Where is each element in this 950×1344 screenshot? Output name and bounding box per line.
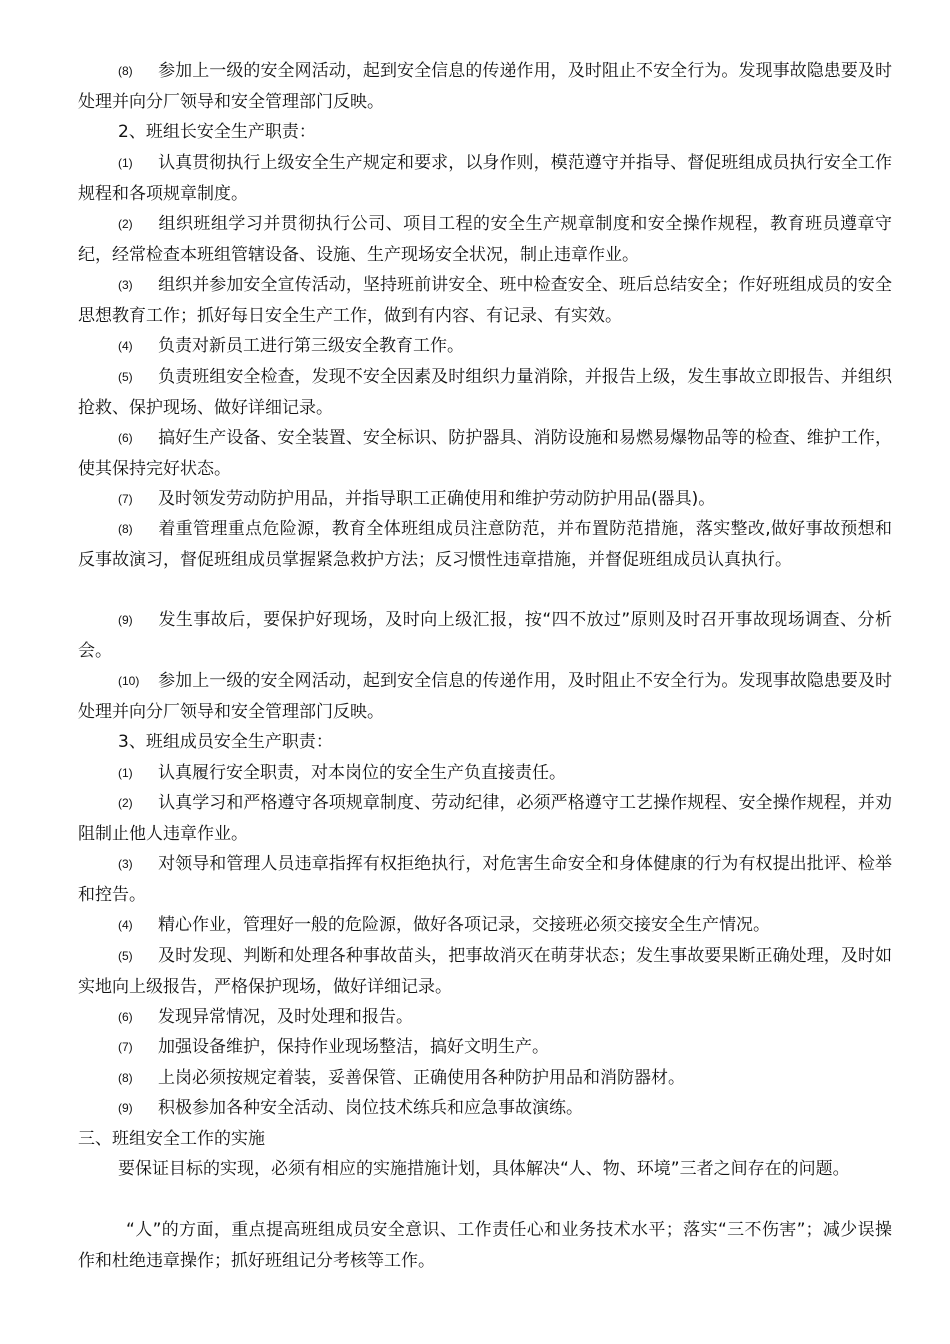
list-item <box>78 1002 892 1033</box>
body-paragraph: 要保证目标的实现，必须有相应的实施措施计划，具体解决“人、物、环境”三者之间存在的问题。 <box>118 1159 850 1179</box>
item-text: 参加上一级的安全网活动，起到安全信息的传递作用，及时阻止不安全行为。发现事故隐患要及时处理并向分厂领导和安全管理部门反映。 <box>78 671 892 722</box>
item-number: (2) <box>118 217 133 231</box>
list-item <box>78 666 892 728</box>
list-item <box>78 270 892 332</box>
list-item <box>78 605 892 667</box>
item-text: 认真贯彻执行上级安全生产规定和要求，以身作则，模范遵守并指导、督促班组成员执行安全工作规程和各项规章制度。 <box>78 153 892 204</box>
list-item <box>78 758 892 789</box>
item-number: (8) <box>118 64 133 78</box>
list-item <box>78 362 892 424</box>
item-text: 发现异常情况，及时处理和报告。 <box>158 1007 413 1027</box>
item-text: 参加上一级的安全网活动，起到安全信息的传递作用，及时阻止不安全行为。发现事故隐患要及时处理并向分厂领导和安全管理部门反映。 <box>78 61 892 112</box>
item-text: 及时发现、判断和处理各种事故苗头，把事故消灭在萌芽状态；发生事故要果断正确处理，及时如实地向上级报告，严格保护现场，做好详细记录。 <box>78 946 892 997</box>
item-number: (7) <box>118 492 133 506</box>
list-item <box>78 56 892 118</box>
item-text: 组织并参加安全宣传活动，坚持班前讲安全、班中检查安全、班后总结安全；作好班组成员的安全思想教育工作；抓好每日安全生产工作，做到有内容、有记录、有实效。 <box>78 275 892 326</box>
list-item <box>78 849 892 911</box>
item-number: (7) <box>118 1040 133 1054</box>
item-number: (3) <box>118 278 133 292</box>
item-number: (8) <box>118 522 133 536</box>
item-text: 负责对新员工进行第三级安全教育工作。 <box>158 336 464 356</box>
list-item <box>78 1032 892 1063</box>
item-text: 认真学习和严格遵守各项规章制度、劳动纪律，必须严格遵守工艺操作规程、安全操作规程，并劝阻制止他人违章作业。 <box>78 793 892 844</box>
item-text: 认真履行安全职责，对本岗位的安全生产负直接责任。 <box>158 763 566 783</box>
item-text: 上岗必须按规定着装，妥善保管、正确使用各种防护用品和消防器材。 <box>158 1068 685 1088</box>
item-text: 发生事故后，要保护好现场，及时向上级汇报，按“四不放过”原则及时召开事故现场调查、分析会。 <box>78 610 892 661</box>
chapter-heading: 三、班组安全工作的实施 <box>78 1129 265 1149</box>
item-text: 精心作业，管理好一般的危险源，做好各项记录，交接班必须交接安全生产情况。 <box>158 915 770 935</box>
section-heading: 2、班组长安全生产职责： <box>118 122 316 142</box>
list-item <box>78 423 892 485</box>
list-item <box>78 1093 892 1124</box>
item-text: 加强设备维护，保持作业现场整洁，搞好文明生产。 <box>158 1037 549 1057</box>
item-text: 组织班组学习并贯彻执行公司、项目工程的安全生产规章制度和安全操作规程，教育班员遵章守纪，经常检查本班组管辖设备、设施、生产现场安全状况，制止违章作业。 <box>78 214 892 265</box>
item-number: (8) <box>118 1071 133 1085</box>
item-text: 积极参加各种安全活动、岗位技术练兵和应急事故演练。 <box>158 1098 583 1118</box>
list-item <box>78 484 892 515</box>
item-number: (10) <box>118 674 140 688</box>
item-number: (6) <box>118 1010 133 1024</box>
list-item <box>78 331 892 362</box>
item-number: (1) <box>118 156 133 170</box>
item-number: (3) <box>118 857 133 871</box>
body-paragraph: “人”的方面，重点提高班组成员安全意识、工作责任心和业务技术水平；落实“三不伤害”；减少误操作和杜绝违章操作；抓好班组记分考核等工作。 <box>78 1220 892 1271</box>
item-text: 负责班组安全检查，发现不安全因素及时组织力量消除，并报告上级，发生事故立即报告、并组织抢救、保护现场、做好详细记录。 <box>78 367 892 418</box>
item-number: (9) <box>118 1101 133 1115</box>
list-item <box>78 1063 892 1094</box>
item-number: (5) <box>118 949 133 963</box>
item-number: (5) <box>118 370 133 384</box>
item-number: (1) <box>118 766 133 780</box>
section-heading: 3、班组成员安全生产职责： <box>118 732 333 752</box>
item-number: (9) <box>118 613 133 627</box>
item-number: (2) <box>118 796 133 810</box>
item-text: 搞好生产设备、安全装置、安全标识、防护器具、消防设施和易燃易爆物品等的检查、维护工作，使其保持完好状态。 <box>78 428 892 479</box>
item-text: 着重管理重点危险源，教育全体班组成员注意防范，并布置防范措施，落实整改,做好事故预想和反事故演习，督促班组成员掌握紧急救护方法；反习惯性违章措施，并督促班组成员认真执行。 <box>78 519 892 570</box>
item-number: (6) <box>118 431 133 445</box>
item-text: 及时领发劳动防护用品，并指导职工正确使用和维护劳动防护用品(器具)。 <box>158 489 716 509</box>
item-text: 对领导和管理人员违章指挥有权拒绝执行，对危害生命安全和身体健康的行为有权提出批评、检举和控告。 <box>78 854 892 905</box>
item-number: (4) <box>118 918 133 932</box>
list-item <box>78 209 892 271</box>
item-number: (4) <box>118 339 133 353</box>
list-item <box>78 148 892 210</box>
list-item <box>78 941 892 1003</box>
list-item <box>78 788 892 850</box>
list-item <box>78 910 892 941</box>
list-item <box>78 514 892 576</box>
